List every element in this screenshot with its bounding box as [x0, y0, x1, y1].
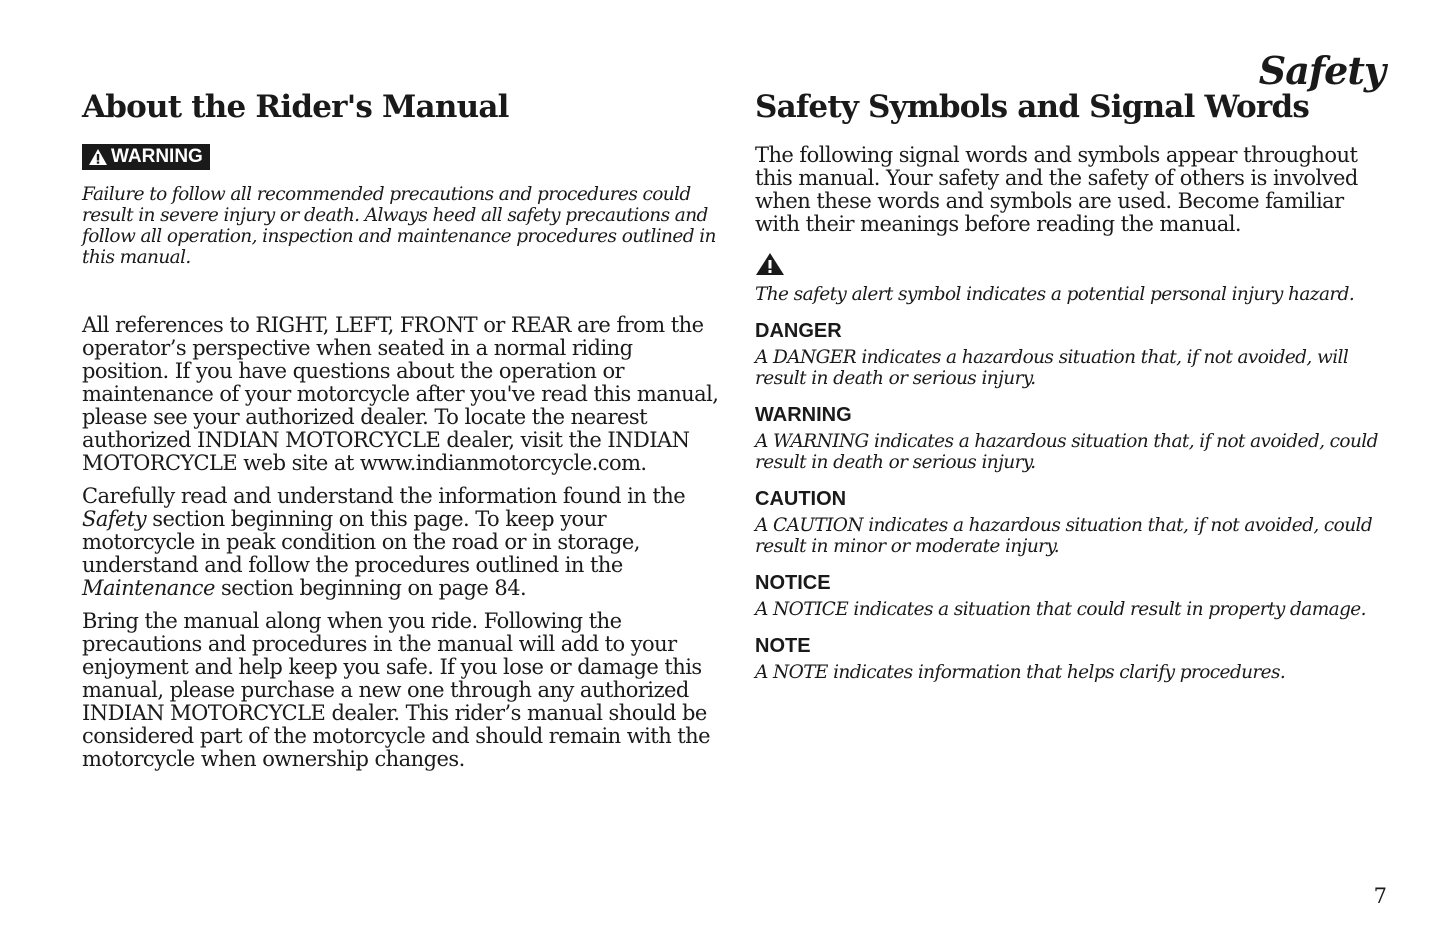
signal-word-warning: [755, 403, 1390, 473]
signal-word-definition: A CAUTION indicates a hazardous situation that, if not avoided, could result in minor or moderate injury.: [755, 515, 1373, 557]
signal-word-danger: [755, 319, 1390, 389]
read-understand-paragraph: [82, 485, 722, 600]
alert-symbol-definition: The safety alert symbol indicates a potential personal injury hazard.: [755, 284, 1355, 305]
page-number: 7: [1373, 884, 1387, 908]
left-column: [82, 88, 722, 781]
safety-section-ref: Safety: [82, 507, 147, 531]
signal-word-caution: [755, 487, 1390, 557]
signal-word-label: WARNING: [755, 404, 852, 426]
references-paragraph: All references to RIGHT, LEFT, FRONT or REAR are from the operator’s perspective when seated in a normal riding position. If you have questions about the operation or maintenance of your motorcycle after you've read this manual, please see your authorized dealer. To locate the nearest authorized INDIAN MOTORCYCLE dealer, visit the INDIAN MOTORCYCLE web site at www.indianmotorcycle.com.: [82, 313, 719, 475]
warning-text: Failure to follow all recommended precautions and procedures could result in severe injury or death. Always heed all safety precautions and follow all operation, inspection and maintenance procedures outlined in this manual.: [82, 184, 716, 268]
about-manual-heading: About the Rider's Manual: [82, 89, 509, 125]
maintenance-section-ref: Maintenance: [82, 576, 215, 600]
signal-word-label: NOTE: [755, 635, 811, 657]
signal-word-definition: A DANGER indicates a hazardous situation that, if not avoided, will result in death or serious injury.: [755, 347, 1349, 389]
signal-word-label: DANGER: [755, 320, 842, 342]
signal-word-definition: A WARNING indicates a hazardous situation that, if not avoided, could result in death or serious injury.: [755, 431, 1378, 473]
warning-triangle-icon: [88, 148, 108, 166]
para2-text-3: section beginning on page 84.: [214, 576, 527, 600]
signal-word-notice: [755, 571, 1390, 620]
warning-badge-label: WARNING: [111, 146, 203, 167]
para2-text-2: section beginning on this page. To keep your motorcycle in peak condition on the road or in storage, understand and follow the procedures outlined in the: [82, 507, 640, 577]
right-column: [755, 88, 1390, 683]
section-title: Safety: [1258, 48, 1385, 93]
signal-word-definition: A NOTICE indicates a situation that could result in property damage.: [755, 599, 1366, 620]
warning-triangle-icon: [755, 252, 1390, 280]
signal-word-definition: A NOTE indicates information that helps clarify procedures.: [755, 662, 1286, 683]
para2-text-1: Carefully read and understand the information found in the: [82, 484, 686, 508]
signal-word-note: [755, 634, 1390, 683]
warning-badge: [82, 144, 210, 170]
bring-manual-paragraph: Bring the manual along when you ride. Following the precautions and procedures in the manual will add to your enjoyment and help keep you safe. If you lose or damage this manual, please purchase a new one through any authorized INDIAN MOTORCYCLE dealer. This rider’s manual should be considered part of the motorcycle and should remain with the motorcycle when ownership changes.: [82, 609, 711, 771]
signal-words-intro: The following signal words and symbols appear throughout this manual. Your safety and the safety of others is involved when these words and symbols are used. Become familiar with their meanings before reading the manual.: [755, 143, 1358, 236]
safety-symbols-heading: Safety Symbols and Signal Words: [755, 89, 1309, 125]
signal-word-label: CAUTION: [755, 488, 847, 510]
signal-word-label: NOTICE: [755, 572, 831, 594]
